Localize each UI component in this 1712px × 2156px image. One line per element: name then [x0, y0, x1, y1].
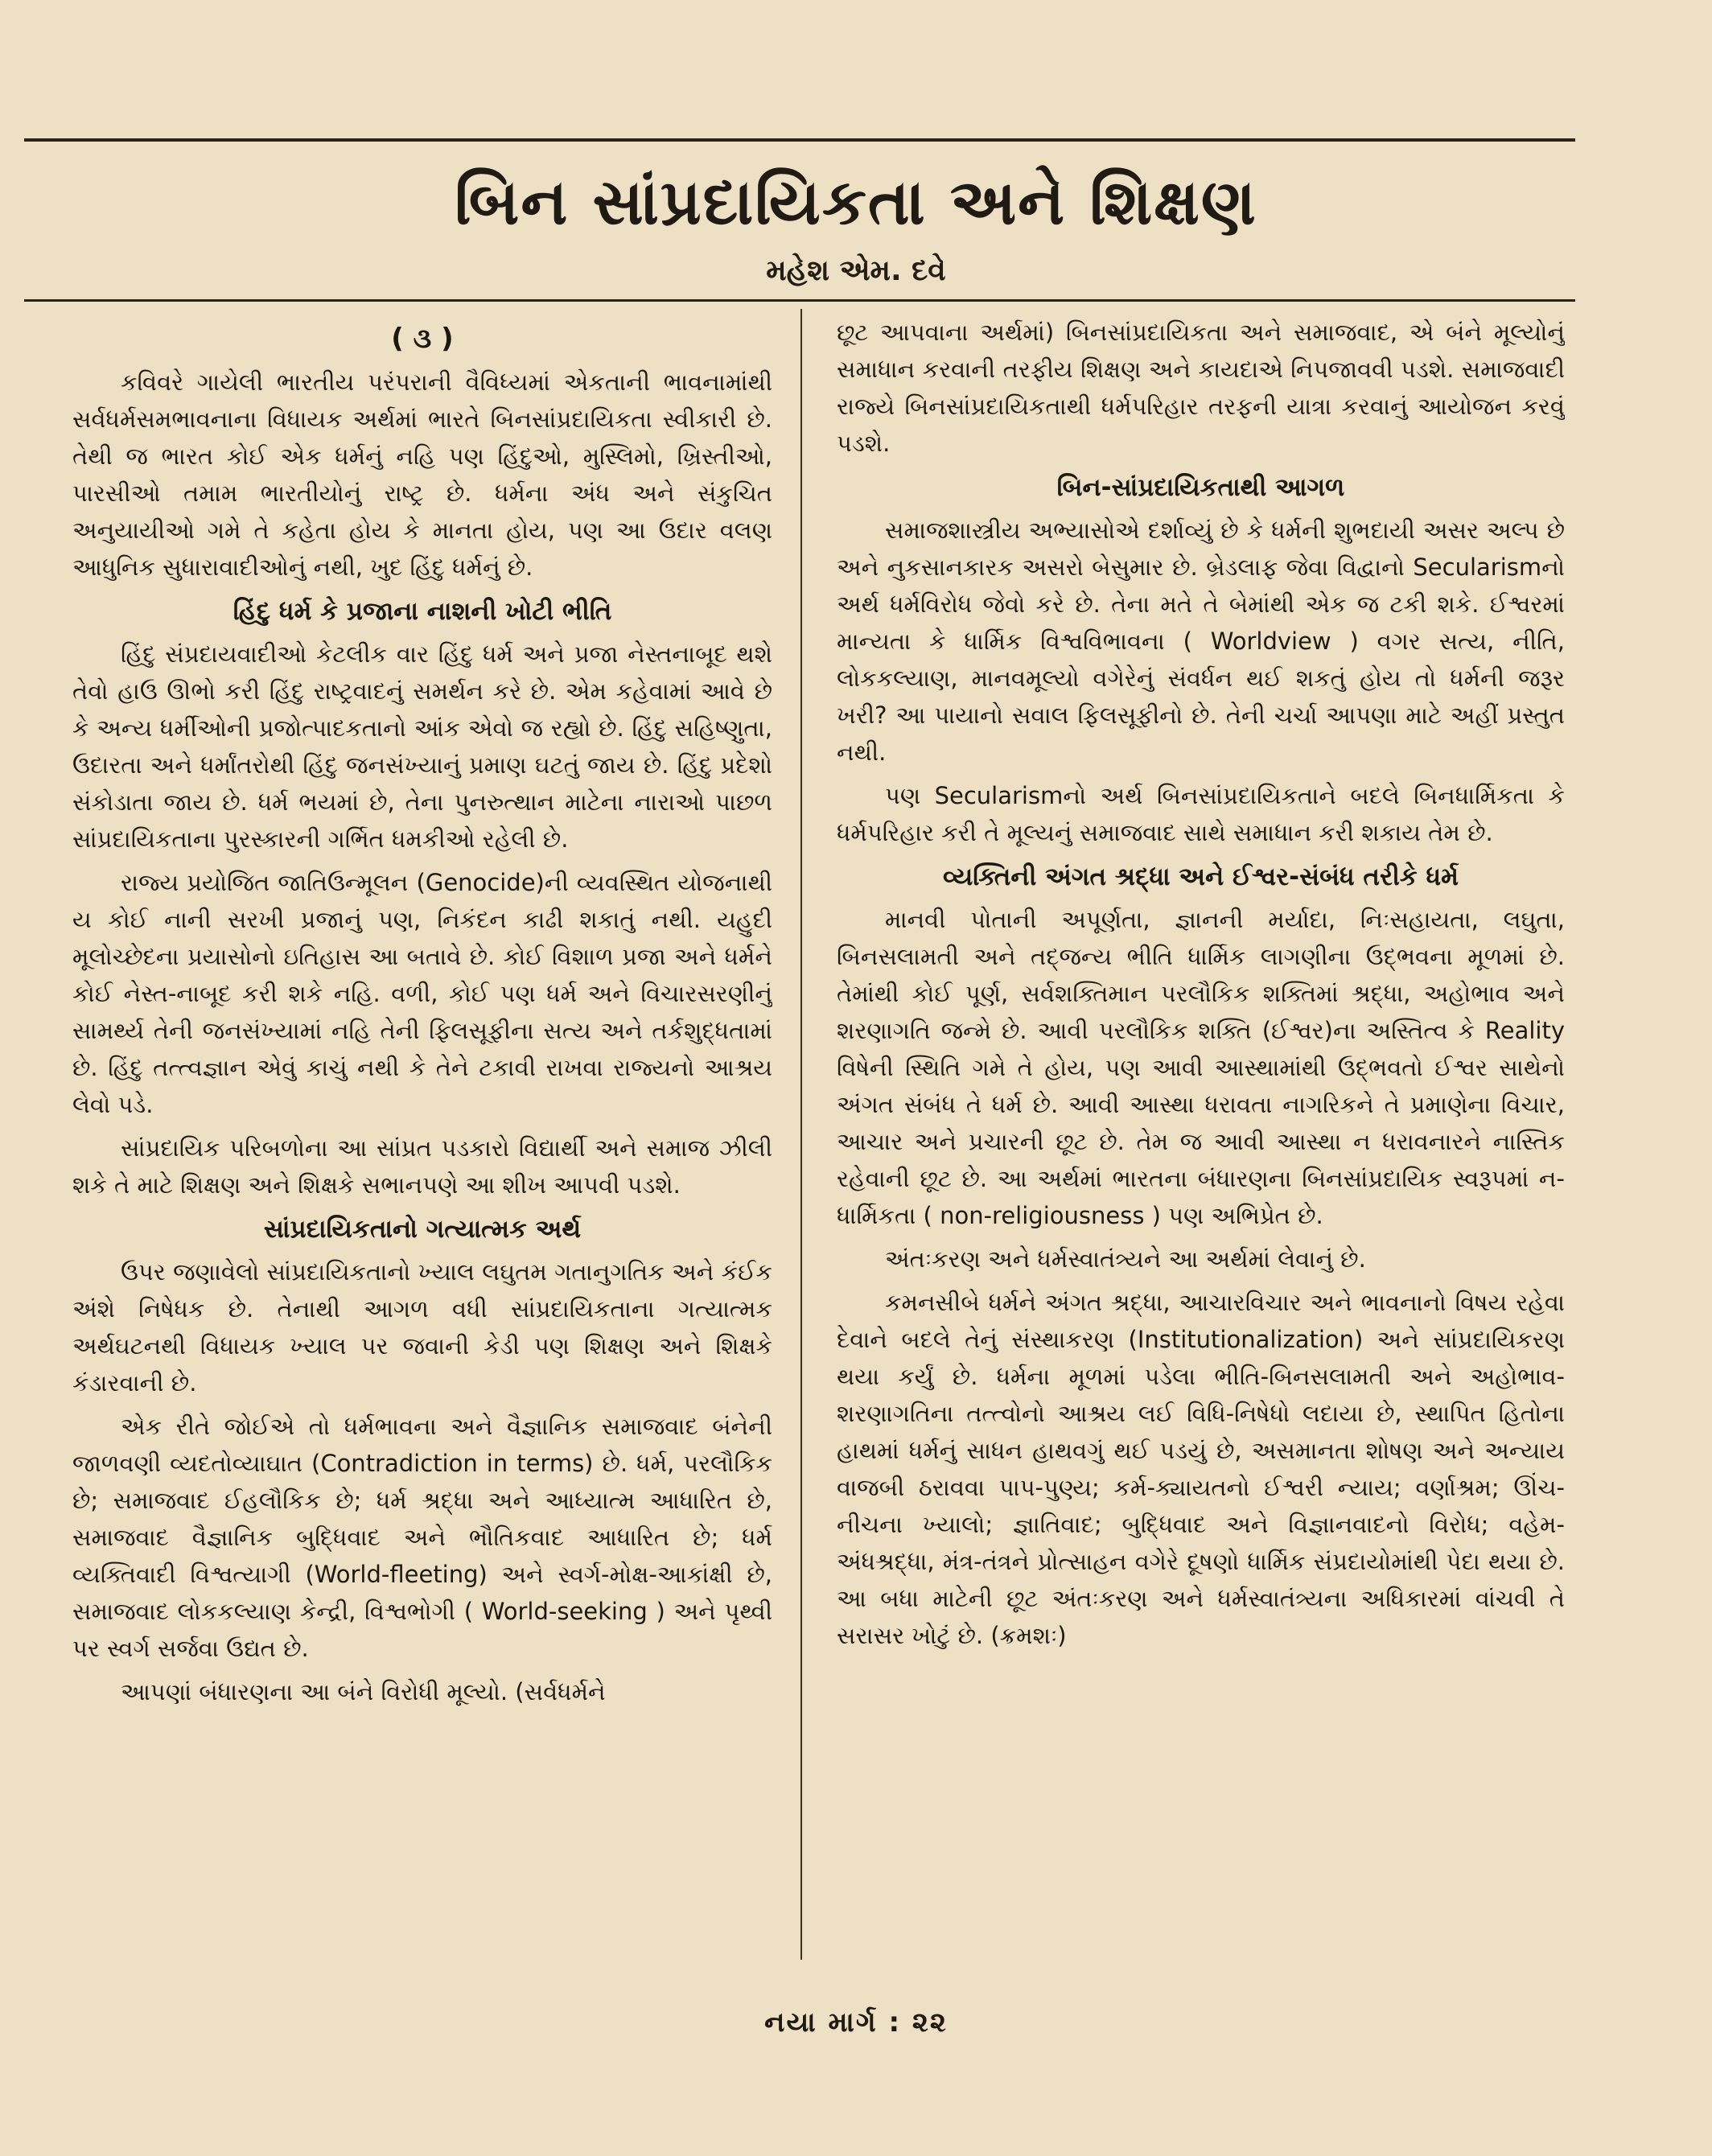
- section-heading: સાંપ્રદાયિકતાનો ગત્યાત્મક અર્થ: [263, 1215, 582, 1244]
- section-heading: હિંદુ ધર્મ કે પ્રજાના નાશની ખોટી ભીતિ: [233, 597, 612, 626]
- page-footer: નયા માર્ગ : ૨૨: [764, 2006, 948, 2039]
- article-author: મહેશ એમ. દવે: [766, 254, 946, 287]
- paragraph: કમનસીબે ધર્મને અંગત શ્રદ્ધા, આચારવિચાર અને ભાવનાનો વિષય રહેવા દેવાને બદલે તેનું સંસ્થાકરણ (Institutionalization) અને સાંપ્રદાયિકરણ થયા કર્યું છે. ધર્મના મૂળમાં પડેલા ભીતિ-બિનસલામતી અને અહોભાવ-શરણાગતિના તત્ત્વોનો આશ્રય લઈ વિધિ-નિષેધો લદાયા છે, સ્થાપિત હિતોના હાથમાં ધર્મનું સાધન હાથવગું થઈ પડયું છે, અસમાનતા શોષણ અને અન્યાય વાજબી ઠરાવવા પાપ-પુણ્ય; કર્મ-ક્યાયતનો ઈશ્વરી ન્યાય; વર્ણાશ્રમ; ઊંચ-નીચના ખ્યાલો; જ્ઞાતિવાદ; બુદ્ધિવાદ અને વિજ્ઞાનવાદનો વિરોધ; વહેમ-અંધશ્રદ્ધા, મંત્ર-તંત્રને પ્રોત્સાહન વગેરે દૂષણો ધાર્મિક સંપ્રદાયોમાંથી પેદા થયા છે. આ બધા માટેની છૂટ અંતઃકરણ અને ધર્મસ્વાતંત્ર્યના અધિકારમાં વાંચવી તે સરાસર ખોટું છે. (ક્રમશઃ): [837, 1289, 1565, 1649]
- paragraph: કવિવરે ગાયેલી ભારતીય પરંપરાની વૈવિધ્યમાં એકતાની ભાવનામાંથી સર્વધર્મસમભાવનાના વિધાયક અર્થમાં ભારતે બિનસાંપ્રદાયિકતા સ્વીકારી છે. તેથી જ ભારત કોઈ એક ધર્મનું નહિ પણ હિંદુઓ, મુસ્લિમો, ખ્રિસ્તીઓ, પારસીઓ તમામ ભારતીયોનું રાષ્ટ્ર છે. ધર્મના અંધ અને સંકુચિત અનુયાયીઓ ગમે તે કહેતા હોય કે માનતા હોય, પણ આ ઉદાર વલણ આધુનિક સુધારાવાદીઓનું નથી, ખુદ હિંદુ ધર્મનું છે.: [72, 368, 772, 581]
- column-divider: [800, 309, 802, 1960]
- paragraph: સાંપ્રદાયિક પરિબળોના આ સાંપ્રત પડકારો વિદ્યાર્થી અને સમાજ ઝીલી શકે તે માટે શિક્ષણ અને શિક્ષકે સભાનપણે આ શીખ આપવી પડશે.: [72, 1134, 772, 1199]
- paragraph: હિંદુ સંપ્રદાયવાદીઓ કેટલીક વાર હિંદુ ધર્મ અને પ્રજા નેસ્તનાબૂદ થશે તેવો હાઉ ઊભો કરી હિંદુ રાષ્ટ્રવાદનું સમર્થન કરે છે. એમ કહેવામાં આવે છે કે અન્ય ધર્મીઓની પ્રજોત્પાદકતાનો આંક એવો જ રહ્યો છે. હિંદુ સહિષ્ણુતા, ઉદારતા અને ધર્માંતરોથી હિંદુ જનસંખ્યાનું પ્રમાણ ઘટતું જાય છે. હિંદુ પ્રદેશો સંકોડાતા જાય છે. ધર્મ ભયમાં છે, તેના પુનરુત્થાન માટેના નારાઓ પાછળ સાંપ્રદાયિકતાના પુરસ્કારની ગર્ભિત ધમકીઓ રહેલી છે.: [72, 640, 772, 853]
- article-title: બિન સાંપ્રદાયિકતા અને શિક્ષણ: [455, 167, 1257, 239]
- left-column: [72, 314, 772, 1963]
- paragraph: સમાજશાસ્ત્રીય અભ્યાસોએ દર્શાવ્યું છે કે ધર્મની શુભદાયી અસર અલ્પ છે અને નુકસાનકારક અસરો બેસુમાર છે. બ્રેડલાફ જેવા વિદ્વાનો Secularismનો અર્થ ધર્મવિરોધ જેવો કરે છે. તેના મતે તે બેમાંથી એક જ ટકી શકે. ઈશ્વરમાં માન્યતા કે ધાર્મિક વિશ્વવિભાવના ( Worldview ) વગર સત્ય, નીતિ, લોકકલ્યાણ, માનવમૂલ્યો વગેરેનું સંવર્ધન થઈ શકતું હોય તો ધર્મની જરૂર ખરી? આ પાયાનો સવાલ ફિલસૂફીનો છે. તેની ચર્ચા આપણા માટે અહીં પ્રસ્તુત નથી.: [837, 516, 1565, 766]
- part-number: ( ૩ ): [391, 323, 454, 355]
- paragraph: પણ Secularismનો અર્થ બિનસાંપ્રદાયિકતાને બદલે બિનધાર્મિકતા કે ધર્મપરિહાર કરી તે મૂલ્યનું સમાજવાદ સાથે સમાધાન કરી શકાય તેમ છે.: [837, 782, 1565, 846]
- paragraph: એક રીતે જોઈએ તો ધર્મભાવના અને વૈજ્ઞાનિક સમાજવાદ બંનેની જાળવણી વ્યદતોવ્યાઘાત (Contradiction in terms) છે. ધર્મ, પરલૌકિક છે; સમાજવાદ ઈહલૌકિક છે; ધર્મ શ્રદ્ધા અને આધ્યાત્મ આધારિત છે, સમાજવાદ વૈજ્ઞાનિક બુદ્ધિવાદ અને ભૌતિકવાદ આધારિત છે; ધર્મ વ્યક્તિવાદી વિશ્વત્યાગી (World-fleeting) અને સ્વર્ગ-મોક્ષ-આકાંક્ષી છે, સમાજવાદ લોકકલ્યાણ કેન્દ્રી, વિશ્વભોગી ( World-seeking ) અને પૃથ્વી પર સ્વર્ગ સર્જવા ઉદ્યત છે.: [72, 1413, 772, 1662]
- paragraph: છૂટ આપવાના અર્થમાં) બિનસાંપ્રદાયિકતા અને સમાજવાદ, એ બંને મૂલ્યોનું સમાધાન કરવાની તરફીય શિક્ષણ અને કાયદાએ નિપજાવવી પડશે. સમાજવાદી રાજ્યે બિનસાંપ્રદાયિકતાથી ધર્મપરિહાર તરફની યાત્રા કરવાનું આયોજન કરવું પડશે.: [837, 319, 1565, 457]
- paragraph: માનવી પોતાની અપૂર્ણતા, જ્ઞાનની મર્યાદા, નિઃસહાયતા, લઘુતા, બિનસલામતી અને તદ્જન્ય ભીતિ ધાર્મિક લાગણીના ઉદ્ભવના મૂળમાં છે. તેમાંથી કોઈ પૂર્ણ, સર્વશક્તિમાન પરલૌકિક શક્તિમાં શ્રદ્ધા, અહોભાવ અને શરણાગતિ જન્મે છે. આવી પરલૌકિક શક્તિ (ઈશ્વર)ના અસ્તિત્વ કે Reality વિષેની સ્થિતિ ગમે તે હોય, પણ આવી આસ્થામાંથી ઉદ્ભવતો ઈશ્વર સાથેનો અંગત સંબંધ તે ધર્મ છે. આવી આસ્થા ધરાવતા નાગરિકને તે પ્રમાણેના વિચાર, આચાર અને પ્રચારની છૂટ છે. તેમ જ આવી આસ્થા ન ધરાવનારને નાસ્તિક રહેવાની છૂટ છે. આ અર્થમાં ભારતના બંધારણના બિનસાંપ્રદાયિક સ્વરૂપમાં ન-ધાર્મિકતા ( non-religiousness ) પણ અભિપ્રેત છે.: [837, 906, 1565, 1229]
- section-heading: બિન-સાંપ્રદાયિકતાથી આગળ: [1056, 473, 1345, 502]
- paragraph: ઉપર જણાવેલો સાંપ્રદાયિકતાનો ખ્યાલ લઘુતમ ગતાનુગતિક અને કંઈક અંશે નિષેધક છે. તેનાથી આગળ વધી સાંપ્રદાયિકતાના ગત્યાત્મક અર્થઘટનથી વિધાયક ખ્યાલ પર જવાની કેડી પણ શિક્ષણ અને શિક્ષકે કંડારવાની છે.: [72, 1258, 772, 1397]
- title-rule: [24, 299, 1575, 302]
- right-column: [837, 314, 1565, 1963]
- paragraph: આપણાં બંધારણના આ બંને વિરોધી મૂલ્યો. (સર્વધર્મને: [121, 1678, 606, 1705]
- top-rule: [24, 138, 1575, 142]
- section-heading: વ્યક્તિની અંગત શ્રદ્ધા અને ઈશ્વર-સંબંધ તરીકે ધર્મ: [942, 862, 1459, 891]
- paragraph: અંતઃકરણ અને ધર્મસ્વાતંત્ર્યને આ અર્થમાં લેવાનું છે.: [885, 1245, 1366, 1273]
- paragraph: રાજ્ય પ્રયોજિત જાતિઉન્મૂલન (Genocide)ની વ્યવસ્થિત યોજનાથી ય કોઈ નાની સરખી પ્રજાનું પણ, નિકંદન કાઢી શકાતું નથી. યહુદી મૂલોચ્છેદના પ્રયાસોનો ઇતિહાસ આ બતાવે છે. કોઈ વિશાળ પ્રજા અને ધર્મને કોઈ નેસ્ત-નાબૂદ કરી શકે નહિ. વળી, કોઈ પણ ધર્મ અને વિચારસરણીનું સામર્થ્ય તેની જનસંખ્યામાં નહિ તેની ફિલસૂફીના સત્ય અને તર્કશુદ્ધતામાં છે. હિંદુ તત્ત્વજ્ઞાન એવું કાચું નથી કે તેને ટકાવી રાખવા રાજ્યનો આશ્રય લેવો પડે.: [72, 869, 772, 1118]
